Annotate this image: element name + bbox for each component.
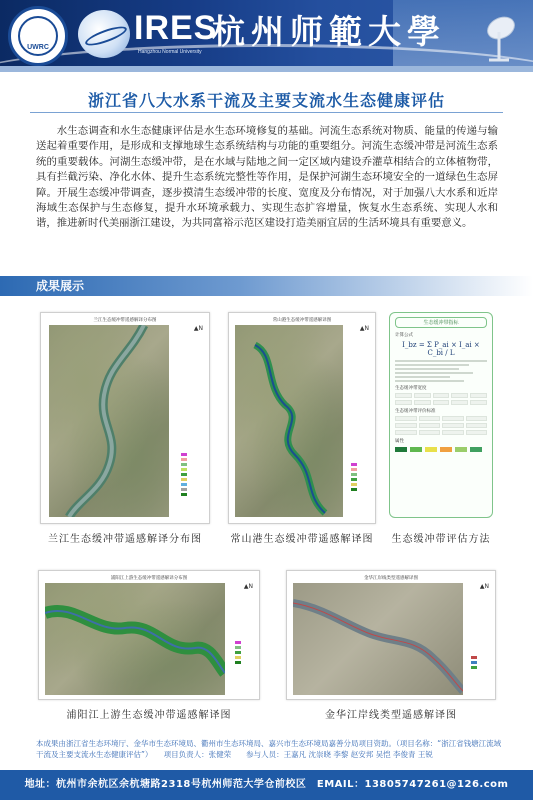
- map-panel-lanjiang: [40, 312, 210, 524]
- method-header: 生态缓冲带指标: [395, 317, 487, 328]
- university-name: 杭州师範大學: [212, 12, 446, 51]
- river-path: [293, 583, 463, 695]
- caption-lanjiang: 兰江生态缓冲带遥感解译分布图: [48, 534, 202, 545]
- header-stripe: [0, 66, 533, 72]
- map-panel-changshangang: [228, 312, 376, 524]
- river-path: [235, 325, 343, 517]
- footer-address: 地址：杭州市余杭区余杭塘路2318号杭州师范大学仓前校区 EMAIL：13805747261@126.com: [24, 779, 509, 790]
- caption-method: 生态缓冲带评估方法: [391, 534, 491, 545]
- section-title: 成果展示: [36, 279, 85, 293]
- method-standard-table: [395, 416, 487, 421]
- map-legend: [351, 463, 373, 493]
- university-seal-logo: [8, 6, 68, 66]
- satellite-dish-icon: [479, 12, 519, 62]
- map-title: 浦阳江上游生态缓冲带遥感解译分布图: [110, 576, 188, 581]
- method-formula: I_bz = Σ P_ai × I_ai × C_bi / L: [402, 341, 480, 357]
- map-title: 常山港生态缓冲带遥感解译图: [272, 318, 332, 323]
- caption-puyangjiang: 浦阳江上游生态缓冲带遥感解译图: [66, 710, 232, 721]
- map-legend: [181, 453, 203, 498]
- method-swatches: [395, 447, 487, 452]
- project-note: 本成果由浙江省生态环境厅、金华市生态环境局、衢州市生态环境局、嘉兴市生态环境局嘉善分局项目资助。（项目名称：“浙江省钱塘江流域干流及主要支流水生态健康评估”） 项目负责人：张健荣 参与人员：王嘉凡 沈崇晓 李黎 赵安邦 吴恺 李俊青 王锐: [36, 739, 502, 759]
- north-arrow-icon: ▲N: [243, 583, 253, 590]
- title-divider: [30, 112, 503, 113]
- map-legend: [235, 641, 257, 666]
- brand-subtitle: Hangzhou Normal University: [138, 49, 202, 55]
- map-legend: [471, 656, 493, 671]
- method-width-table: [395, 393, 487, 398]
- method-label-width: 生态缓冲带宽度: [395, 386, 427, 391]
- assessment-method-panel: [389, 312, 493, 518]
- map-panel-puyangjiang: [38, 570, 260, 700]
- globe-logo-icon: [78, 10, 130, 58]
- river-path: [49, 325, 169, 517]
- map-title: 金华江岸线类型遥感解译图: [364, 576, 418, 581]
- seal-text: UWRC: [27, 44, 49, 51]
- north-arrow-icon: ▲N: [359, 325, 369, 332]
- brand-logo: IRES: [134, 9, 218, 47]
- caption-changshangang: 常山港生态缓冲带遥感解译图: [230, 534, 374, 545]
- header-banner: [0, 0, 533, 72]
- north-arrow-icon: ▲N: [193, 325, 203, 332]
- method-label-attr: 属性: [395, 439, 404, 444]
- intro-paragraph: 水生态调查和水生态健康评估是水生态环境修复的基础。河流生态系统对物质、能量的传递与输送起着重要作用，是形成和支撑地球生态系统结构与功能的重要组分。河流生态缓冲带是河流生态系统的重要载体。河湖生态缓冲带，是在水域与陆地之间一定区域内建设乔灌草相结合的立体植物带，具有拦截污染、净化水体、提升生态系统完整性等作用，是保护河湖生态环境安全的一道绿色生态屏障。开展生态缓冲带调查，逐步摸清生态缓冲带的长度、宽度及分布情况，对于加强八大水系和近岸海域生态保护与生态修复，提升水环境承载力、实现生态扩容增量，恢复水生态系统、实现人水和谐，推进新时代美丽浙江建设，为共同富裕示范区建设打造美丽宜居的生活环境具有重要意义。: [36, 125, 498, 230]
- map-panel-jinhuajiang: [286, 570, 496, 700]
- north-arrow-icon: ▲N: [479, 583, 489, 590]
- page-title: 浙江省八大水系干流及主要支流水生态健康评估: [87, 91, 445, 110]
- river-path: [45, 583, 225, 695]
- caption-jinhuajiang: 金华江岸线类型遥感解译图: [325, 710, 457, 721]
- map-title: 兰江生态缓冲带遥感解译分布图: [93, 318, 157, 323]
- method-label-standard: 生态缓冲带评价标准: [395, 409, 436, 414]
- method-label-formula: 计算公式: [395, 333, 413, 338]
